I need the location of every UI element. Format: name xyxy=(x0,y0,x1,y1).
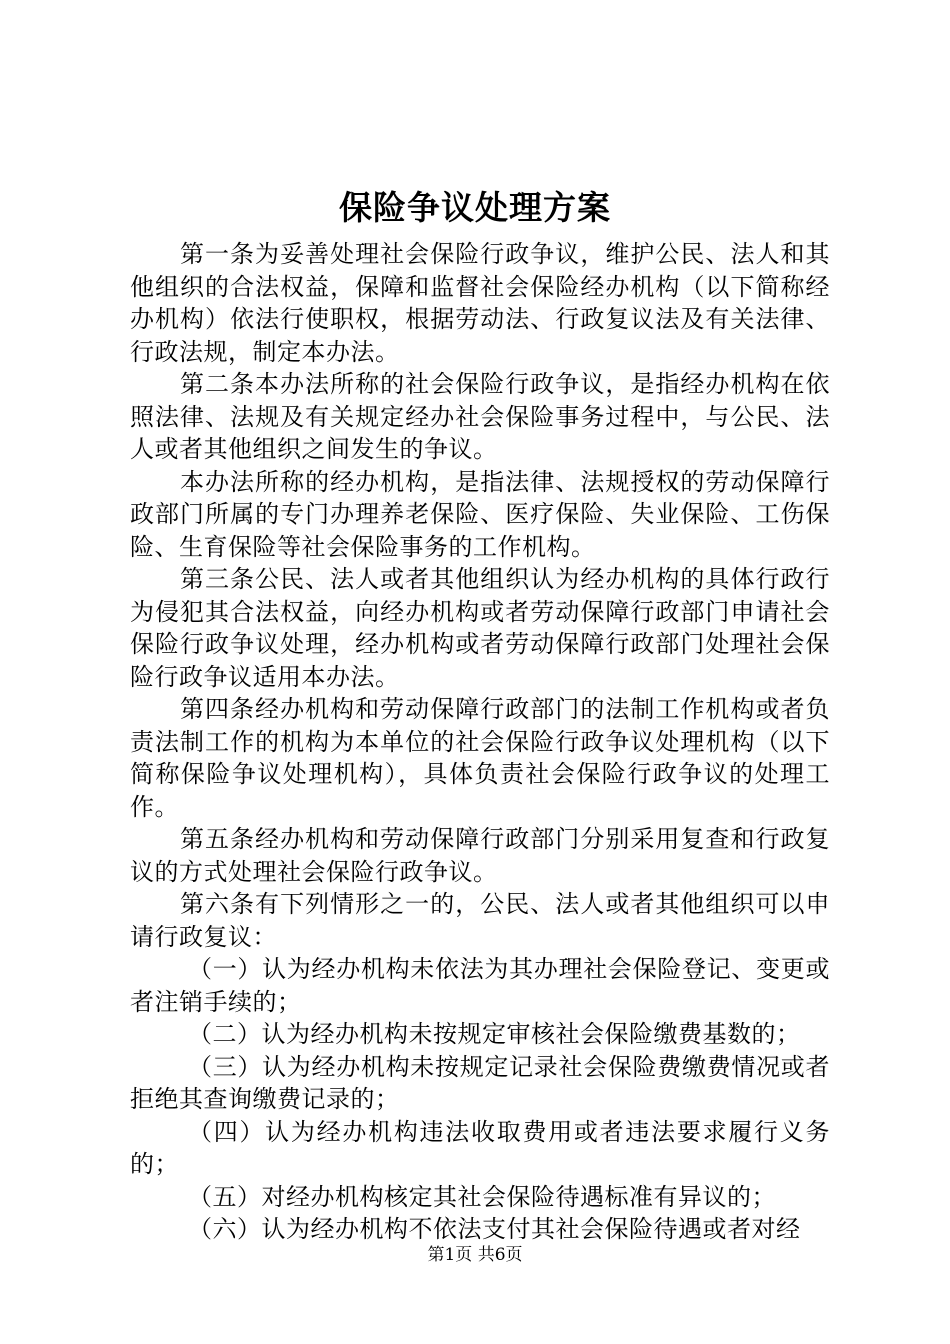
paragraph-article-1: 第一条为妥善处理社会保险行政争议，维护公民、法人和其他组织的合法权益，保障和监督社会保险经办机构（以下简称经办机构）依法行使职权，根据劳动法、行政复议法及有关法律、行政法规，制定本办法。 xyxy=(130,240,830,366)
document-title: 保险争议处理方案 xyxy=(339,188,611,227)
list-item-3: （三）认为经办机构未按规定记录社会保险费缴费情况或者拒绝其查询缴费记录的； xyxy=(130,1052,830,1113)
list-item-6: （六）认为经办机构不依法支付其社会保险待遇或者对经 xyxy=(188,1215,801,1243)
paragraph-agency-definition: 本办法所称的经办机构，是指法律、法规授权的劳动保障行政部门所属的专门办理养老保险、医疗保险、失业保险、工伤保险、生育保险等社会保险事务的工作机构。 xyxy=(130,467,830,561)
list-item-1: （一）认为经办机构未依法为其办理社会保险登记、变更或者注销手续的； xyxy=(130,955,830,1016)
paragraph-article-3: 第三条公民、法人或者其他组织认为经办机构的具体行政行为侵犯其合法权益，向经办机构或者劳动保障行政部门申请社会保险行政争议处理，经办机构或者劳动保障行政部门处理社会保险行政争议适用本办法。 xyxy=(130,565,830,691)
page-number-footer: 第1页 共6页 xyxy=(427,1245,523,1265)
list-item-5: （五）对经办机构核定其社会保险待遇标准有异议的； xyxy=(188,1182,776,1211)
paragraph-article-6: 第六条有下列情形之一的，公民、法人或者其他组织可以申请行政复议： xyxy=(130,890,830,951)
list-item-4: （四）认为经办机构违法收取费用或者违法要求履行义务的； xyxy=(130,1117,830,1178)
list-item-2: （二）认为经办机构未按规定审核社会保险缴费基数的； xyxy=(188,1020,801,1048)
paragraph-article-5: 第五条经办机构和劳动保障行政部门分别采用复查和行政复议的方式处理社会保险行政争议。 xyxy=(130,825,830,886)
paragraph-article-2: 第二条本办法所称的社会保险行政争议，是指经办机构在依照法律、法规及有关规定经办社会保险事务过程中，与公民、法人或者其他组织之间发生的争议。 xyxy=(130,370,830,463)
paragraph-article-4: 第四条经办机构和劳动保障行政部门的法制工作机构或者负责法制工作的机构为本单位的社会保险行政争议处理机构（以下简称保险争议处理机构），具体负责社会保险行政争议的处理工作。 xyxy=(130,695,830,821)
document-body xyxy=(130,238,830,1246)
